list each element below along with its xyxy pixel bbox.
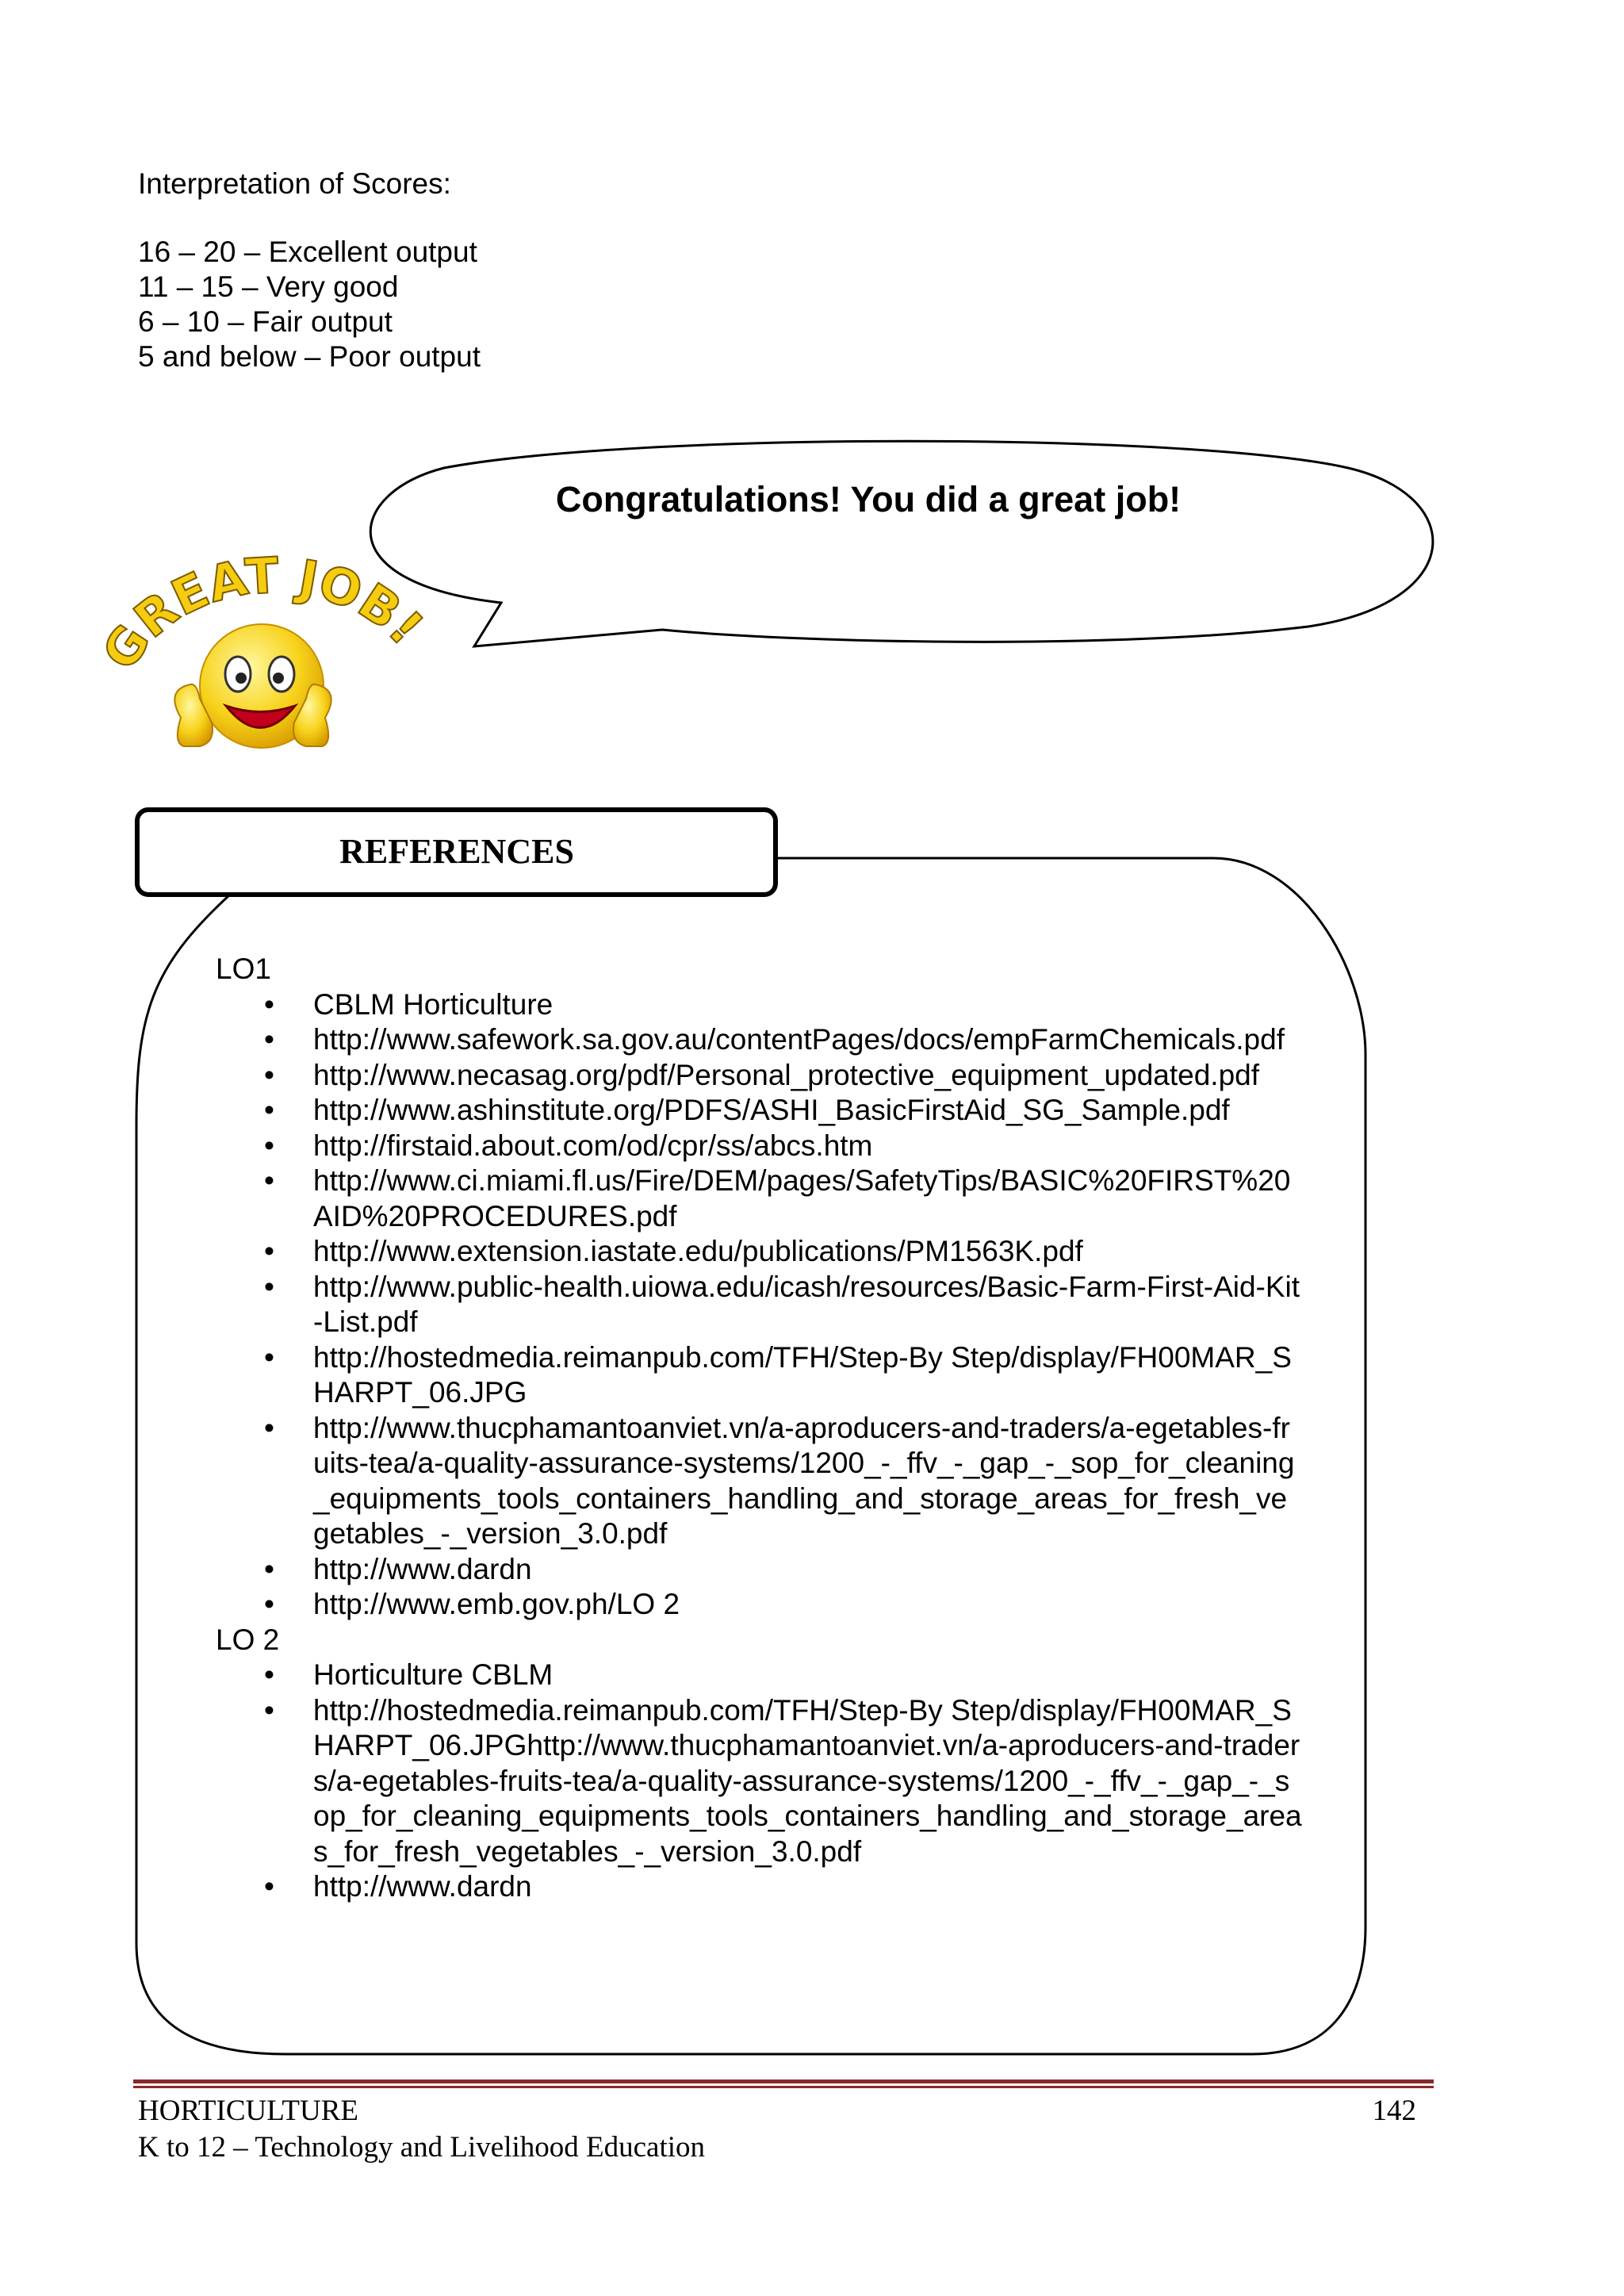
reference-link[interactable]: • http://www.safework.sa.gov.au/contentPages/docs/empFarmChemicals.pdf	[264, 1023, 1285, 1056]
reference-link[interactable]: • http://www.dardn	[264, 1552, 532, 1585]
reference-link[interactable]: • http://www.ashinstitute.org/PDFS/ASHI_BasicFirstAid_SG_Sample.pdf	[264, 1094, 1230, 1126]
score-line: 11 – 15 – Very good	[138, 270, 399, 303]
reference-link[interactable]: • http://hostedmedia.reimanpub.com/TFH/Step-By Step/display/FH00MAR_SHARPT_06.JPGhttp://www.thucphamantoanviet.vn/a-aproducers-and-traders/a-egetables-fruits-tea/a-quality-assurance-systems/1200_-_ffv_-_gap_-_sop_for_cleaning_equipments_tools_containers_handling_and_storage_areas_for_fresh_vegetables_-_version_3.0.pdf	[264, 1693, 1302, 1868]
lo1-list	[216, 987, 1302, 1623]
reference-link[interactable]: • http://www.public-health.uiowa.edu/icash/resources/Basic-Farm-First-Aid-Kit-List.pdf	[264, 1270, 1300, 1338]
reference-link[interactable]: • http://www.necasag.org/pdf/Personal_protective_equipment_updated.pdf	[264, 1058, 1260, 1091]
footer-title: HORTICULTURE	[138, 2095, 359, 2127]
speech-bubble	[370, 441, 1433, 646]
score-line: 5 and below – Poor output	[138, 340, 481, 373]
score-interpretation	[138, 167, 481, 374]
reference-link[interactable]: • http://www.extension.iastate.edu/publications/PM1563K.pdf	[264, 1235, 1083, 1267]
footer-subtitle: K to 12 – Technology and Livelihood Education	[138, 2131, 706, 2164]
reference-link[interactable]: • http://www.emb.gov.ph/LO 2	[264, 1588, 680, 1620]
page-number: 142	[1372, 2095, 1416, 2127]
score-line: 16 – 20 – Excellent output	[138, 236, 477, 268]
list-item: • Horticulture CBLM	[264, 1658, 553, 1691]
reference-link[interactable]: • http://www.ci.miami.fl.us/Fire/DEM/pages/SafetyTips/BASIC%20FIRST%20AID%20PROCEDURES.pdf	[264, 1164, 1291, 1232]
reference-link[interactable]: • http://hostedmedia.reimanpub.com/TFH/Step-By Step/display/FH00MAR_SHARPT_06.JPG	[264, 1340, 1292, 1409]
reference-link[interactable]: • http://www.thucphamantoanviet.vn/a-aproducers-and-traders/a-egetables-fruits-tea/a-quality-assurance-systems/1200_-_ffv_-_gap_-_sop_for_cleaning_equipments_tools_containers_handling_and_storage_areas_for_fresh_vegetables_-_version_3.0.pdf	[264, 1411, 1295, 1550]
list-item: • CBLM Horticulture	[264, 987, 553, 1021]
lo-label: LO1	[216, 953, 271, 985]
reference-link[interactable]: • http://www.dardn	[264, 1870, 532, 1903]
references-list	[216, 952, 1302, 1905]
score-line: 6 – 10 – Fair output	[138, 305, 393, 338]
svg-text:GREAT JOB!: GREAT JOB!	[90, 546, 435, 680]
references-title: REFERENCES	[339, 831, 574, 871]
great-job-smiley-icon	[91, 546, 435, 748]
congratulations-text: Congratulations! You did a great job!	[555, 479, 1182, 519]
footer-rule	[133, 2079, 1434, 2083]
lo2-list	[216, 1658, 1302, 1905]
reference-link[interactable]: • http://firstaid.about.com/od/cpr/ss/abcs.htm	[264, 1129, 873, 1162]
lo-label: LO 2	[216, 1623, 280, 1656]
score-heading: Interpretation of Scores:	[138, 167, 451, 200]
